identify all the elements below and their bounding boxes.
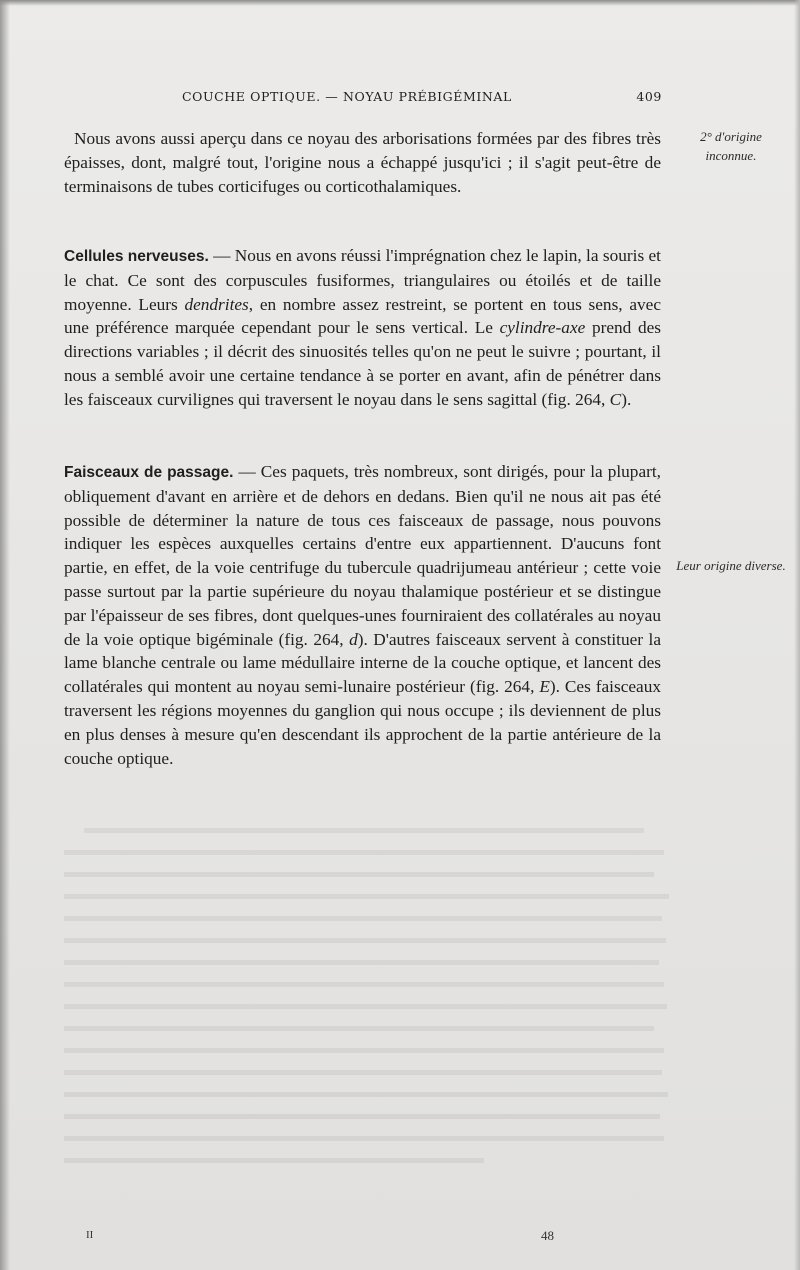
figure-letter: C bbox=[609, 389, 622, 409]
paragraph-text: ). bbox=[621, 389, 632, 409]
show-through-texture bbox=[64, 820, 684, 1180]
sheet-number: 48 bbox=[541, 1228, 554, 1243]
paragraph-text: — Nous en avons réussi l'imprégnation chez le lapin, la souris et le chat. Ce sont des corpuscules fusiformes, triangulaires ou étoilés et de taille moyenne. Leurs bbox=[64, 246, 661, 314]
paragraph-fibres-epaisses: Nous avons aussi aperçu dans ce noyau des arborisations formées par des fibres très épaisses, dont, malgré tout, l'origine nous a échappé jusqu'ici ; il s'agit peut-être de terminaisons de tubes corticifuges ou corticothalamiques. bbox=[64, 129, 661, 196]
paragraph-cellules-nerveuses bbox=[64, 244, 661, 412]
paragraph-text: ). Ces faisceaux traversent les régions moyennes du ganglion qui nous occupe ; ils deviennent de plus en plus denses à mesure qu'en descendant ils approchent de la partie antérieure de la couche optique. bbox=[64, 677, 661, 768]
running-header bbox=[182, 89, 662, 109]
running-title: COUCHE OPTIQUE. — NOYAU PRÉBIGÉMINAL bbox=[182, 89, 512, 104]
figure-letter: d bbox=[349, 629, 358, 649]
page-edge-shadow-right bbox=[794, 0, 800, 1270]
paragraph-text: — Ces paquets, très nombreux, sont dirigés, pour la plupart, obliquement d'avant en arrière et de dehors en dedans. Bien qu'il ne nous ait pas été possible de déterminer la nature de tous ces faisceaux de passage, nous pouvons indiquer les espèces auxquelles certains d'entre eux appartiennent. D'aucuns font partie, en effet, de la voie centrifuge du tubercule quadrijumeau antérieur ; cette voie passe surtout par la partie supérieure du noyau thalamique postérieur et se distingue par l'épaisseur de ses fibres, dont quelques-unes fourniraient des collatérales au noyau de la voie optique bigéminale (fig. 264, bbox=[64, 462, 661, 649]
signature-mark: II bbox=[86, 1229, 94, 1241]
page-edge-shadow-left bbox=[0, 0, 10, 1270]
page-edge-shadow-top bbox=[0, 0, 800, 6]
section-heading-faisceaux: Faisceaux de passage. bbox=[64, 464, 234, 481]
page-number: 409 bbox=[636, 89, 662, 104]
section-heading-cellules: Cellules nerveuses. bbox=[64, 248, 209, 265]
figure-letter: E bbox=[539, 677, 550, 697]
margin-note-origine-inconnue: 2° d'origine inconnue. bbox=[700, 129, 762, 163]
bleed-through-lines bbox=[64, 820, 684, 1180]
paragraph-text: ). D'autres faisceaux servent à constituer la lame blanche centrale ou lame médullaire interne de la couche optique, et lancent des collatérales qui montent au noyau semi-lunaire postérieur (fig. 264, bbox=[64, 629, 662, 697]
emphasis-term: dendrites bbox=[184, 294, 249, 314]
paragraph-text: , en nombre assez restreint, se portent en tous sens, avec une préférence marquée cependant pour le sens vertical. Le bbox=[64, 294, 661, 338]
paragraph-text: prend des directions variables ; il décrit des sinuosités telles qu'on ne peut le suivre ; pourtant, il nous a semblé avoir une certaine tendance à se porter en avant, afin de pénétrer dans les faisceaux curvilignes qui traversent le noyau dans le sens sagittal (fig. 264, bbox=[64, 318, 661, 409]
emphasis-term: cylindre-axe bbox=[499, 318, 586, 338]
paragraph-faisceaux-de-passage bbox=[64, 460, 661, 770]
margin-note-origine-diverse: Leur origine diverse. bbox=[676, 558, 786, 573]
